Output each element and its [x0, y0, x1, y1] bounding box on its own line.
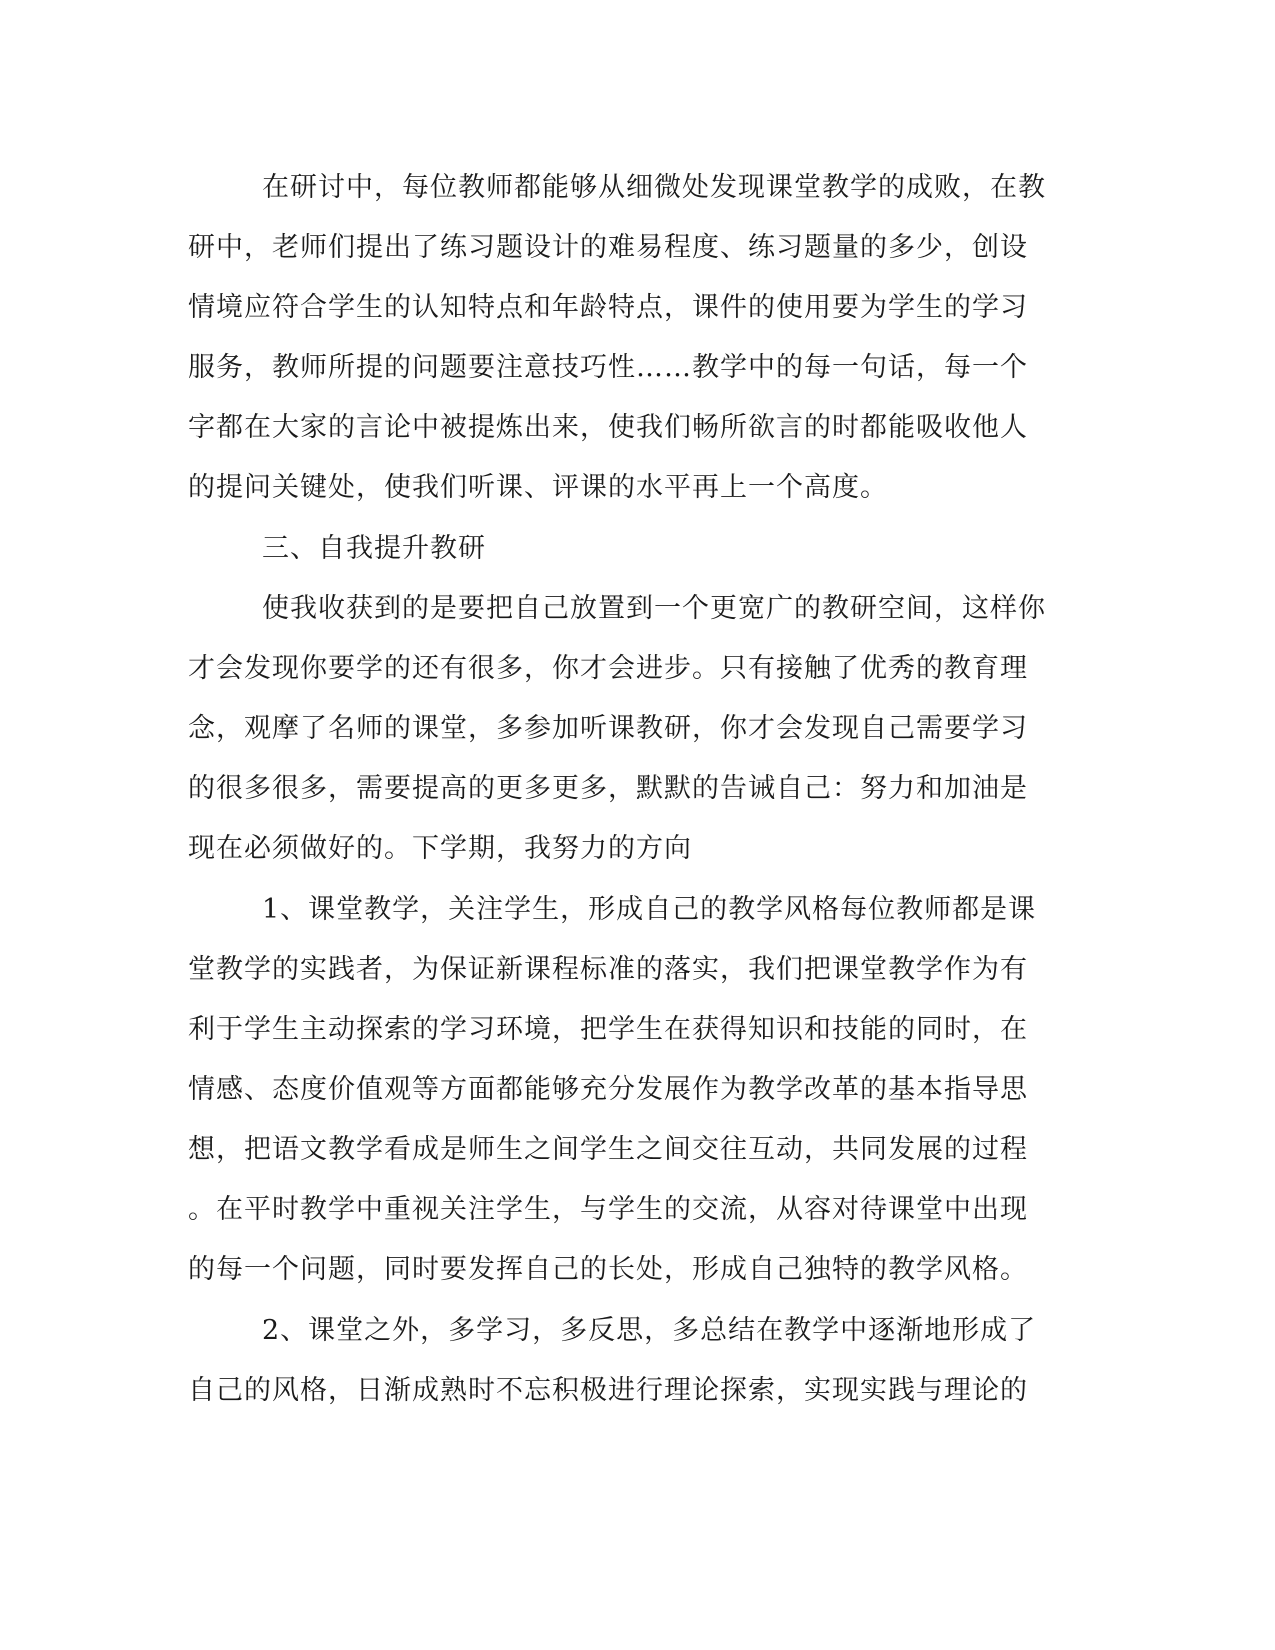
text-line: 使我收获到的是要把自己放置到一个更宽广的教研空间，这样你 [262, 593, 1046, 624]
text-line: 的提问关键处，使我们听课、评课的水平再上一个高度。 [188, 472, 888, 503]
section-heading: 三、自我提升教研 [262, 533, 486, 564]
text-line: 研中，老师们提出了练习题设计的难易程度、练习题量的多少，创设 [188, 232, 1028, 263]
list-item-2: 2、课堂之外，多学习，多反思，多总结在教学中逐渐地形成了 [262, 1315, 1037, 1346]
text-line: 利于学生主动探索的学习环境，把学生在获得知识和技能的同时，在 [188, 1014, 1028, 1045]
list-item-1: 1、课堂教学，关注学生，形成自己的教学风格每位教师都是课 [262, 894, 1037, 925]
text-line: 字都在大家的言论中被提炼出来，使我们畅所欲言的时都能吸收他人 [188, 412, 1028, 443]
text-line: 在研讨中，每位教师都能够从细微处发现课堂教学的成败，在教 [262, 172, 1046, 203]
text-line: 现在必须做好的。下学期，我努力的方向 [188, 833, 692, 864]
text-line: 想，把语文教学看成是师生之间学生之间交往互动，共同发展的过程 [188, 1134, 1028, 1165]
text-line: 的每一个问题，同时要发挥自己的长处，形成自己独特的教学风格。 [188, 1254, 1028, 1285]
text-line: 情感、态度价值观等方面都能够充分发展作为教学改革的基本指导思 [188, 1074, 1028, 1105]
text-line: 念，观摩了名师的课堂，多参加听课教研，你才会发现自己需要学习 [188, 713, 1028, 744]
text-line: 自己的风格，日渐成熟时不忘积极进行理论探索，实现实践与理论的 [188, 1375, 1028, 1406]
text-line: 服务，教师所提的问题要注意技巧性……教学中的每一句话，每一个 [188, 352, 1028, 383]
text-line: 的很多很多，需要提高的更多更多，默默的告诫自己：努力和加油是 [188, 773, 1028, 804]
text-line: 才会发现你要学的还有很多，你才会进步。只有接触了优秀的教育理 [188, 653, 1028, 684]
text-line: 堂教学的实践者，为保证新课程标准的落实，我们把课堂教学作为有 [188, 954, 1028, 985]
text-line: 情境应符合学生的认知特点和年龄特点，课件的使用要为学生的学习 [188, 292, 1028, 323]
text-line: 。在平时教学中重视关注学生，与学生的交流，从容对待课堂中出现 [188, 1194, 1028, 1225]
